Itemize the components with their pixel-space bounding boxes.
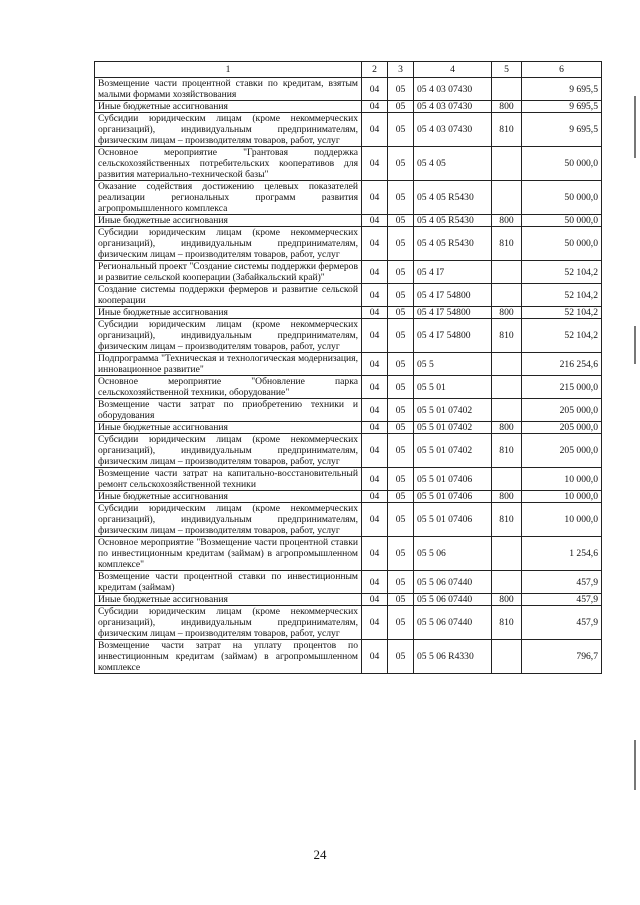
target-article-cell: 05 5 01 07402	[414, 422, 492, 434]
section-code-cell: 04	[362, 571, 388, 594]
section-code-cell: 04	[362, 319, 388, 353]
expense-type-cell	[492, 376, 522, 399]
header-cell: 5	[492, 62, 522, 78]
row-name-cell: Возмещение части затрат по приобретению техники и оборудования	[95, 399, 362, 422]
row-name-cell: Региональный проект "Создание системы поддержки фермеров и развитие сельской кооперации (Забайкальский край)"	[95, 261, 362, 284]
subsection-code-cell: 05	[388, 147, 414, 181]
expense-type-cell: 810	[492, 113, 522, 147]
amount-cell: 216 254,6	[522, 353, 602, 376]
expense-type-cell	[492, 261, 522, 284]
section-code-cell: 04	[362, 376, 388, 399]
target-article-cell: 05 4 03 07430	[414, 101, 492, 113]
section-code-cell: 04	[362, 537, 388, 571]
expense-type-cell	[492, 353, 522, 376]
target-article-cell: 05 4 03 07430	[414, 113, 492, 147]
target-article-cell: 05 5 06 07440	[414, 571, 492, 594]
amount-cell: 457,9	[522, 606, 602, 640]
expense-type-cell	[492, 147, 522, 181]
amount-cell: 10 000,0	[522, 503, 602, 537]
table-row	[95, 468, 602, 491]
section-code-cell: 04	[362, 147, 388, 181]
table-row	[95, 422, 602, 434]
table-row	[95, 434, 602, 468]
amount-cell: 205 000,0	[522, 422, 602, 434]
expense-type-cell: 800	[492, 422, 522, 434]
row-name-cell: Иные бюджетные ассигнования	[95, 215, 362, 227]
subsection-code-cell: 05	[388, 640, 414, 674]
row-name-cell: Иные бюджетные ассигнования	[95, 594, 362, 606]
table-header-row	[95, 62, 602, 78]
table-row	[95, 113, 602, 147]
amount-cell: 10 000,0	[522, 468, 602, 491]
section-code-cell: 04	[362, 434, 388, 468]
subsection-code-cell: 05	[388, 537, 414, 571]
section-code-cell: 04	[362, 284, 388, 307]
section-code-cell: 04	[362, 422, 388, 434]
subsection-code-cell: 05	[388, 434, 414, 468]
amount-cell: 52 104,2	[522, 319, 602, 353]
subsection-code-cell: 05	[388, 571, 414, 594]
amount-cell: 457,9	[522, 571, 602, 594]
row-name-cell: Субсидии юридическим лицам (кроме некоммерческих организаций), индивидуальным предпринимателям, физическим лицам – производителям товаров, работ, услуг	[95, 606, 362, 640]
row-name-cell: Субсидии юридическим лицам (кроме некоммерческих организаций), индивидуальным предпринимателям, физическим лицам – производителям товаров, работ, услуг	[95, 227, 362, 261]
amount-cell: 215 000,0	[522, 376, 602, 399]
row-name-cell: Иные бюджетные ассигнования	[95, 491, 362, 503]
section-code-cell: 04	[362, 640, 388, 674]
subsection-code-cell: 05	[388, 101, 414, 113]
row-name-cell: Основное мероприятие "Возмещение части процентной ставки по инвестиционным кредитам (займам) в агропромышленном комплексе"	[95, 537, 362, 571]
section-code-cell: 04	[362, 353, 388, 376]
subsection-code-cell: 05	[388, 353, 414, 376]
expense-type-cell: 800	[492, 491, 522, 503]
table-row	[95, 78, 602, 101]
target-article-cell: 05 4 I7 54800	[414, 319, 492, 353]
section-code-cell: 04	[362, 215, 388, 227]
row-name-cell: Подпрограмма "Техническая и технологическая модернизация, инновационное развитие"	[95, 353, 362, 376]
table-row	[95, 640, 602, 674]
expense-type-cell: 810	[492, 227, 522, 261]
row-name-cell: Возмещение части затрат на капитально-восстановительный ремонт сельскохозяйственной техники	[95, 468, 362, 491]
subsection-code-cell: 05	[388, 319, 414, 353]
amount-cell: 9 695,5	[522, 101, 602, 113]
target-article-cell: 05 5	[414, 353, 492, 376]
scan-edge-mark	[634, 96, 636, 158]
amount-cell: 10 000,0	[522, 491, 602, 503]
expense-type-cell	[492, 468, 522, 491]
amount-cell: 50 000,0	[522, 215, 602, 227]
amount-cell: 52 104,2	[522, 284, 602, 307]
scan-edge-mark	[634, 740, 636, 790]
amount-cell: 9 695,5	[522, 78, 602, 101]
target-article-cell: 05 5 06 R4330	[414, 640, 492, 674]
expense-type-cell	[492, 181, 522, 215]
section-code-cell: 04	[362, 606, 388, 640]
row-name-cell: Субсидии юридическим лицам (кроме некоммерческих организаций), индивидуальным предпринимателям, физическим лицам – производителям товаров, работ, услуг	[95, 319, 362, 353]
section-code-cell: 04	[362, 227, 388, 261]
expense-type-cell	[492, 537, 522, 571]
target-article-cell: 05 5 06 07440	[414, 594, 492, 606]
target-article-cell: 05 4 03 07430	[414, 78, 492, 101]
section-code-cell: 04	[362, 399, 388, 422]
subsection-code-cell: 05	[388, 503, 414, 537]
table-row	[95, 101, 602, 113]
subsection-code-cell: 05	[388, 227, 414, 261]
expense-type-cell	[492, 284, 522, 307]
target-article-cell: 05 5 06	[414, 537, 492, 571]
row-name-cell: Иные бюджетные ассигнования	[95, 422, 362, 434]
subsection-code-cell: 05	[388, 307, 414, 319]
expense-type-cell	[492, 78, 522, 101]
table-row	[95, 307, 602, 319]
table-row	[95, 227, 602, 261]
section-code-cell: 04	[362, 594, 388, 606]
target-article-cell: 05 4 I7 54800	[414, 307, 492, 319]
row-name-cell: Основное мероприятие "Грантовая поддержка сельскохозяйственных потребительских кооперативов для развития материально-технической базы"	[95, 147, 362, 181]
subsection-code-cell: 05	[388, 399, 414, 422]
section-code-cell: 04	[362, 468, 388, 491]
table-row	[95, 537, 602, 571]
section-code-cell: 04	[362, 113, 388, 147]
expense-type-cell: 810	[492, 503, 522, 537]
header-cell: 3	[388, 62, 414, 78]
section-code-cell: 04	[362, 503, 388, 537]
table-row	[95, 319, 602, 353]
scan-edge-mark	[634, 326, 636, 364]
amount-cell: 50 000,0	[522, 227, 602, 261]
subsection-code-cell: 05	[388, 491, 414, 503]
amount-cell: 50 000,0	[522, 147, 602, 181]
row-name-cell: Возмещение части затрат на уплату процентов по инвестиционным кредитам (займам) в агропромышленном комплексе	[95, 640, 362, 674]
row-name-cell: Субсидии юридическим лицам (кроме некоммерческих организаций), индивидуальным предпринимателям, физическим лицам – производителям товаров, работ, услуг	[95, 503, 362, 537]
expense-type-cell	[492, 640, 522, 674]
target-article-cell: 05 4 05 R5430	[414, 227, 492, 261]
expense-type-cell: 800	[492, 101, 522, 113]
row-name-cell: Иные бюджетные ассигнования	[95, 101, 362, 113]
amount-cell: 52 104,2	[522, 261, 602, 284]
header-cell: 4	[414, 62, 492, 78]
table-body	[95, 78, 602, 674]
subsection-code-cell: 05	[388, 215, 414, 227]
section-code-cell: 04	[362, 181, 388, 215]
header-cell: 6	[522, 62, 602, 78]
amount-cell: 205 000,0	[522, 434, 602, 468]
row-name-cell: Субсидии юридическим лицам (кроме некоммерческих организаций), индивидуальным предпринимателям, физическим лицам – производителям товаров, работ, услуг	[95, 113, 362, 147]
amount-cell: 50 000,0	[522, 181, 602, 215]
header-cell: 2	[362, 62, 388, 78]
expense-type-cell: 800	[492, 594, 522, 606]
expense-type-cell: 810	[492, 319, 522, 353]
target-article-cell: 05 5 01 07402	[414, 399, 492, 422]
target-article-cell: 05 4 05 R5430	[414, 181, 492, 215]
row-name-cell: Субсидии юридическим лицам (кроме некоммерческих организаций), индивидуальным предпринимателям, физическим лицам – производителям товаров, работ, услуг	[95, 434, 362, 468]
budget-table	[94, 61, 602, 674]
target-article-cell: 05 4 05	[414, 147, 492, 181]
amount-cell: 9 695,5	[522, 113, 602, 147]
row-name-cell: Иные бюджетные ассигнования	[95, 307, 362, 319]
target-article-cell: 05 4 I7	[414, 261, 492, 284]
table-row	[95, 215, 602, 227]
target-article-cell: 05 5 01 07406	[414, 503, 492, 537]
subsection-code-cell: 05	[388, 181, 414, 215]
table-row	[95, 181, 602, 215]
subsection-code-cell: 05	[388, 422, 414, 434]
amount-cell: 205 000,0	[522, 399, 602, 422]
amount-cell: 52 104,2	[522, 307, 602, 319]
row-name-cell: Оказание содействия достижению целевых показателей реализации региональных программ развития агропромышленного комплекса	[95, 181, 362, 215]
subsection-code-cell: 05	[388, 594, 414, 606]
target-article-cell: 05 5 01 07406	[414, 491, 492, 503]
table-row	[95, 503, 602, 537]
table-row	[95, 594, 602, 606]
subsection-code-cell: 05	[388, 376, 414, 399]
table-row	[95, 491, 602, 503]
target-article-cell: 05 4 I7 54800	[414, 284, 492, 307]
target-article-cell: 05 4 05 R5430	[414, 215, 492, 227]
table-row	[95, 376, 602, 399]
expense-type-cell	[492, 571, 522, 594]
subsection-code-cell: 05	[388, 606, 414, 640]
amount-cell: 796,7	[522, 640, 602, 674]
row-name-cell: Возмещение части процентной ставки по инвестиционным кредитам (займам)	[95, 571, 362, 594]
section-code-cell: 04	[362, 307, 388, 319]
row-name-cell: Возмещение части процентной ставки по кредитам, взятым малыми формами хозяйствования	[95, 78, 362, 101]
section-code-cell: 04	[362, 491, 388, 503]
section-code-cell: 04	[362, 101, 388, 113]
amount-cell: 1 254,6	[522, 537, 602, 571]
table-row	[95, 571, 602, 594]
target-article-cell: 05 5 06 07440	[414, 606, 492, 640]
expense-type-cell: 810	[492, 606, 522, 640]
expense-type-cell	[492, 399, 522, 422]
expense-type-cell: 800	[492, 215, 522, 227]
subsection-code-cell: 05	[388, 78, 414, 101]
table-row	[95, 353, 602, 376]
table-row	[95, 399, 602, 422]
amount-cell: 457,9	[522, 594, 602, 606]
target-article-cell: 05 5 01 07406	[414, 468, 492, 491]
expense-type-cell: 800	[492, 307, 522, 319]
subsection-code-cell: 05	[388, 261, 414, 284]
section-code-cell: 04	[362, 261, 388, 284]
table-row	[95, 284, 602, 307]
header-cell: 1	[95, 62, 362, 78]
page-number: 24	[313, 847, 327, 862]
table-row	[95, 147, 602, 181]
row-name-cell: Создание системы поддержки фермеров и развитие сельской кооперации	[95, 284, 362, 307]
expense-type-cell: 810	[492, 434, 522, 468]
target-article-cell: 05 5 01 07402	[414, 434, 492, 468]
target-article-cell: 05 5 01	[414, 376, 492, 399]
table-row	[95, 261, 602, 284]
row-name-cell: Основное мероприятие "Обновление парка сельскохозяйственной техники, оборудование"	[95, 376, 362, 399]
subsection-code-cell: 05	[388, 468, 414, 491]
section-code-cell: 04	[362, 78, 388, 101]
subsection-code-cell: 05	[388, 113, 414, 147]
table-row	[95, 606, 602, 640]
subsection-code-cell: 05	[388, 284, 414, 307]
